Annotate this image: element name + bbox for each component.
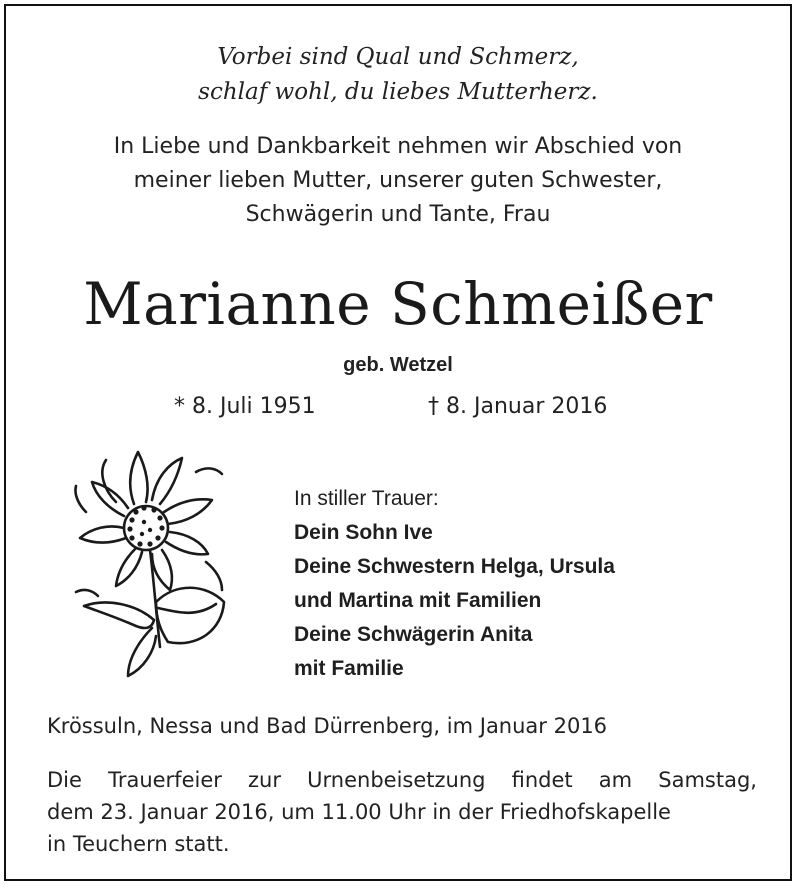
funeral-word: Samstag,	[658, 768, 757, 792]
obituary-notice	[4, 4, 792, 881]
intro-line-1: In Liebe und Dankbarkeit nehmen wir Abschied von	[113, 134, 683, 159]
death-date: † 8. Januar 2016	[428, 394, 608, 419]
funeral-word: Urnenbeisetzung	[307, 768, 486, 792]
poem-line-2: schlaf wohl, du liebes Mutterherz.	[198, 79, 598, 105]
maiden-name: geb. Wetzel	[343, 354, 453, 376]
funeral-info	[47, 764, 757, 860]
life-dates	[6, 394, 790, 428]
mourner-line: Deine Schwägerin Anita	[294, 623, 533, 646]
place-and-date: Krössuln, Nessa und Bad Dürrenberg, im Januar 2016	[47, 714, 608, 738]
funeral-line-1	[47, 764, 757, 796]
funeral-word: findet	[511, 768, 573, 792]
funeral-word: Trauerfeier	[108, 768, 222, 792]
funeral-word: am	[598, 768, 633, 792]
funeral-line-2: dem 23. Januar 2016, um 11.00 Uhr in der Friedhofskapelle	[47, 800, 671, 824]
birth-date: * 8. Juli 1951	[174, 394, 316, 419]
poem	[6, 40, 790, 110]
funeral-word: Die	[47, 768, 82, 792]
poem-line-1: Vorbei sind Qual und Schmerz,	[217, 44, 579, 70]
intro-line-3: Schwägerin und Tante, Frau	[245, 202, 551, 227]
mourners-lead: In stiller Trauer:	[294, 487, 439, 510]
intro-line-2: meiner lieben Mutter, unserer guten Schwester,	[133, 168, 663, 193]
funeral-word: zur	[248, 768, 281, 792]
mourner-line: und Martina mit Familien	[294, 589, 542, 612]
mourner-line: Deine Schwestern Helga, Ursula	[294, 555, 615, 578]
deceased-name: Marianne Schmeißer	[83, 270, 713, 338]
intro-text	[6, 130, 790, 232]
funeral-line-3: in Teuchern statt.	[47, 832, 230, 856]
mourners-list	[294, 482, 615, 686]
mourner-line: Dein Sohn Ive	[294, 521, 433, 544]
sunflower-drawing-icon	[56, 442, 256, 692]
mourner-line: mit Familie	[294, 657, 404, 680]
